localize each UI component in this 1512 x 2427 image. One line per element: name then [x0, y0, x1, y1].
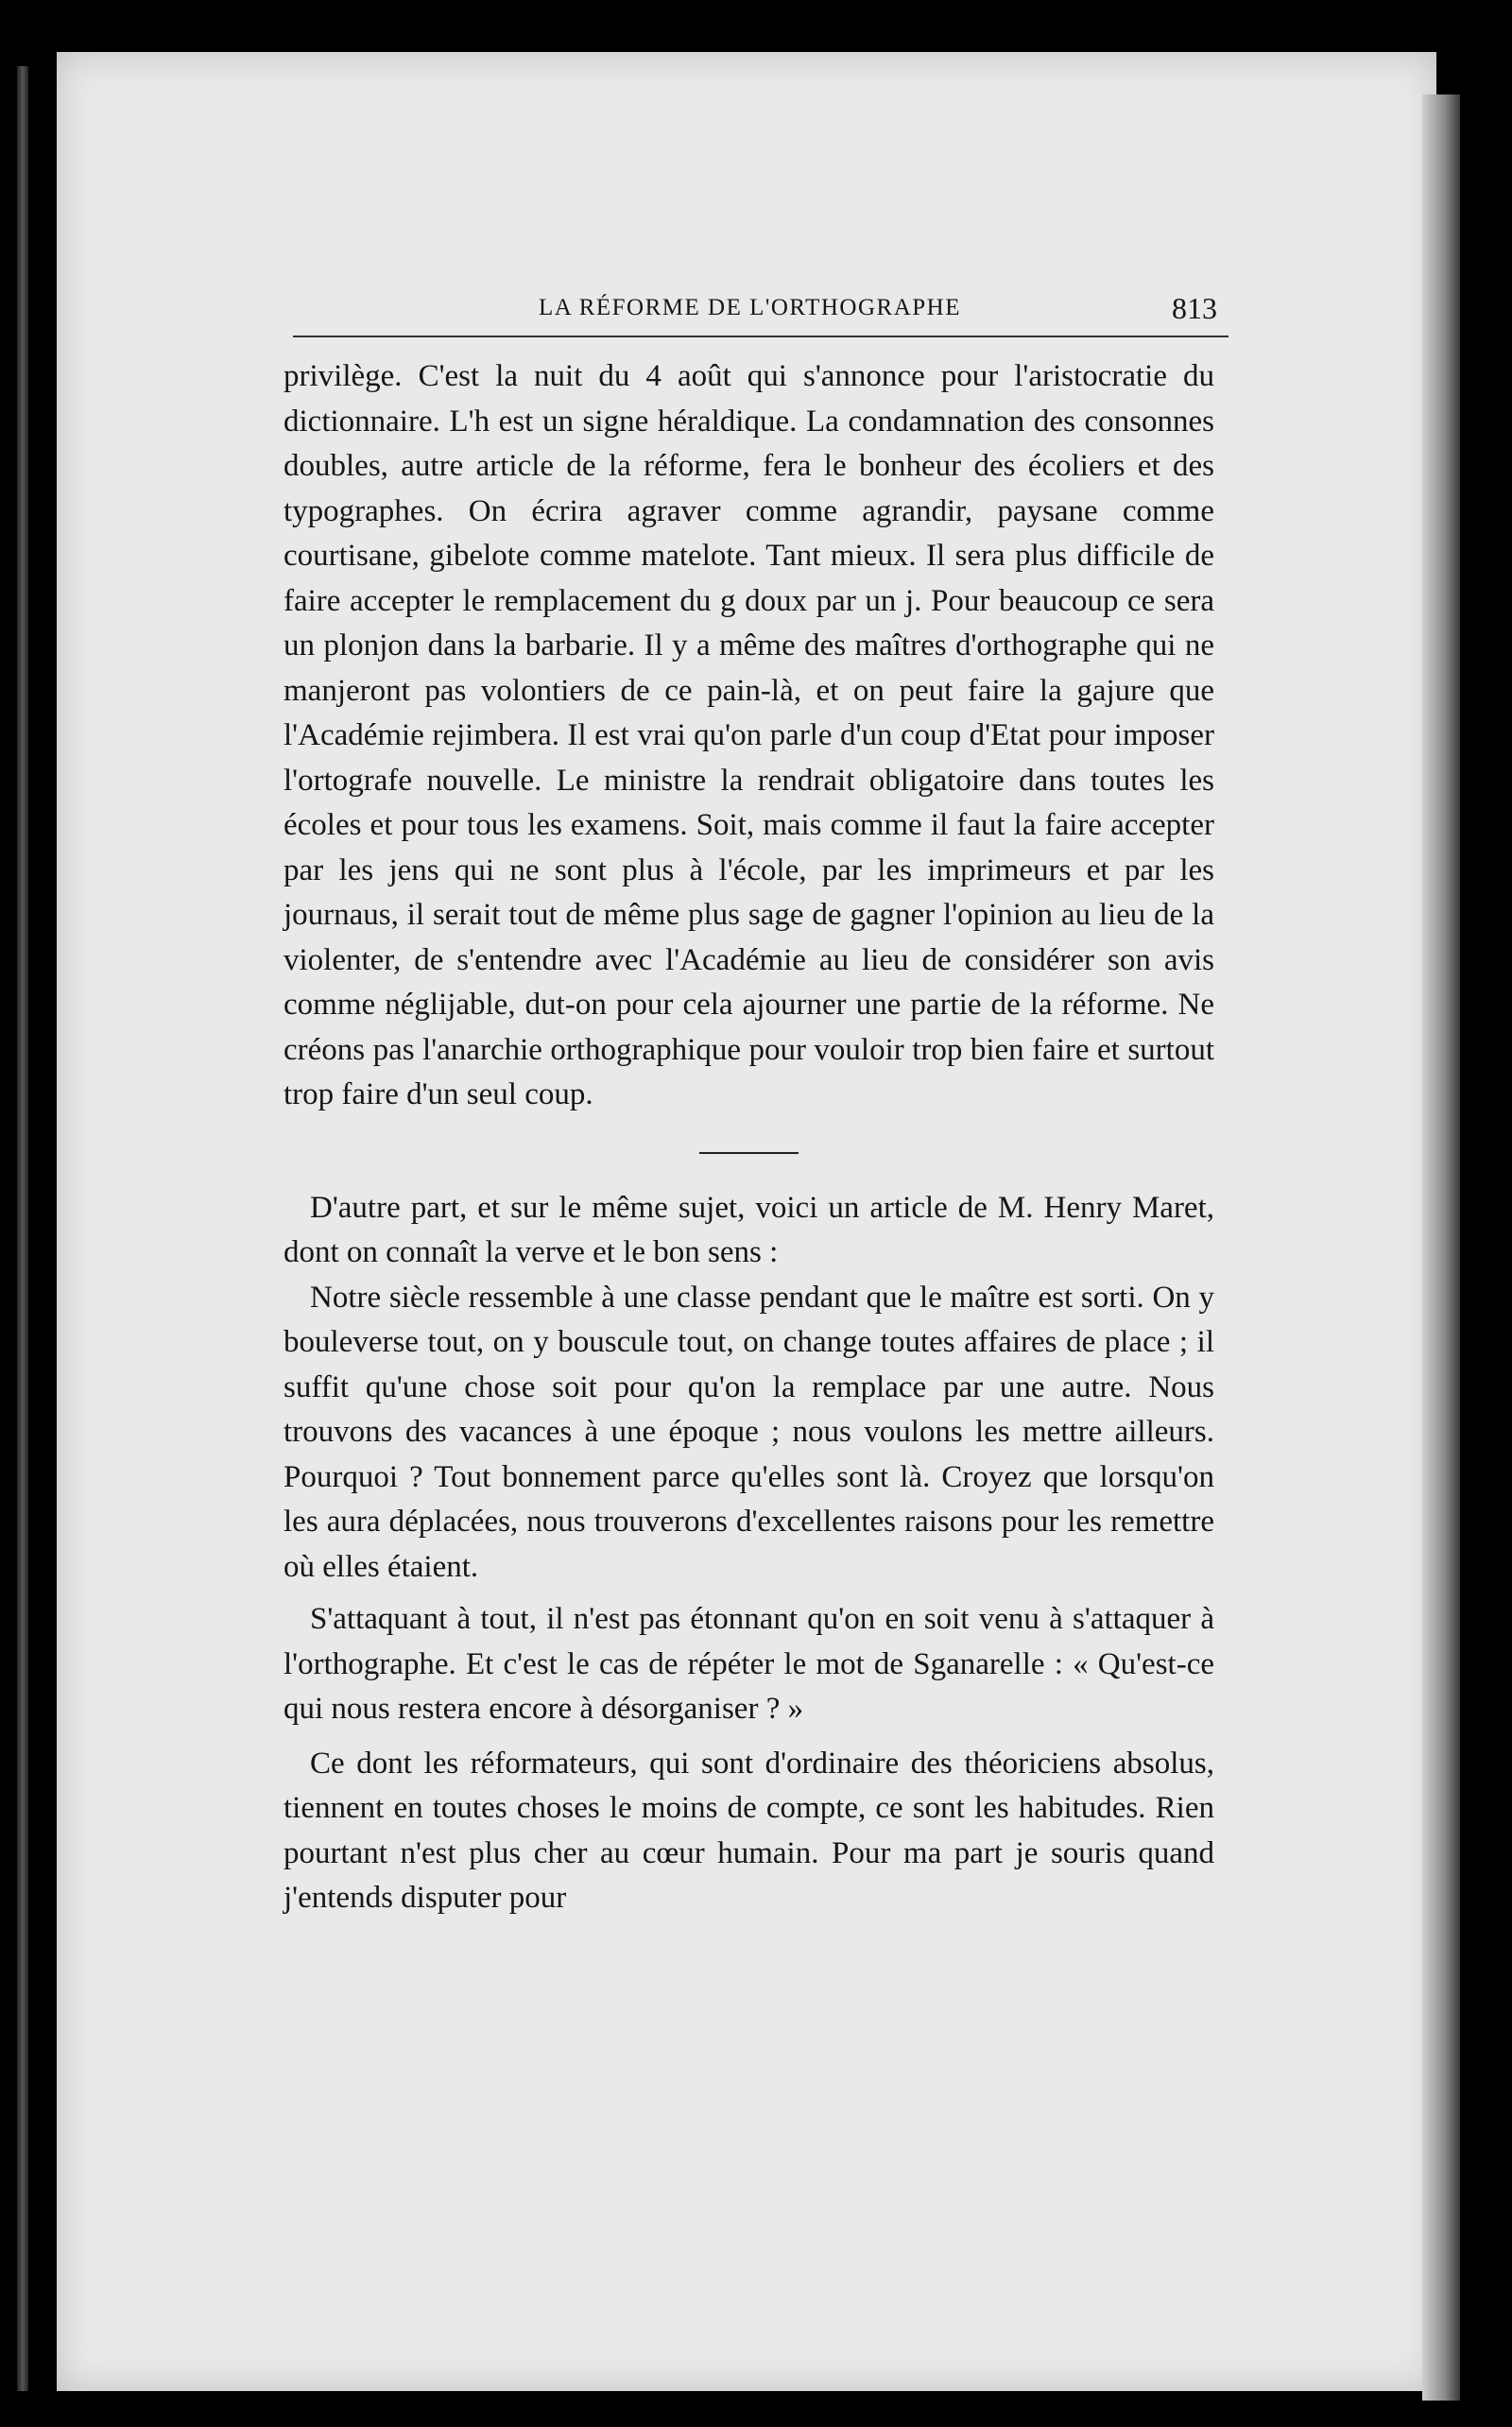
paragraph-2: D'autre part, et sur le même sujet, voici un article de M. Henry Maret, dont on connaît la verve et le bon sens : — [284, 1190, 1214, 1269]
running-title: LA RÉFORME DE L'ORTHOGRAPHE — [539, 295, 961, 320]
body-text — [284, 354, 1214, 1921]
paragraph-3: Notre siècle ressemble à une classe pendant que le maître est sorti. On y bouleverse tout, on y bouscule tout, on change toutes affaires de place ; il suffit qu'une chose soit pour qu'on la remplace par une autre. Nous trouvons des vacances à une époque ; nous voulons les mettre ailleurs. Pourquoi ? Tout bonnement parce qu'elles sont là. Croyez que lorsqu'on les aura déplacées, nous trouverons d'excellentes raisons pour les remettre où elles étaient. — [284, 1280, 1214, 1584]
paragraph-5: Ce dont les réformateurs, qui sont d'ordinaire des théoriciens absolus, tiennent en toutes choses le moins de compte, ce sont les habitudes. Rien pourtant n'est plus cher au cœur humain. Pour ma part je souris quand j'entends disputer pour — [284, 1746, 1214, 1915]
section-separator — [699, 1152, 799, 1154]
page-header — [293, 291, 1238, 329]
page-number: 813 — [1172, 291, 1217, 325]
adjacent-page-edge — [17, 66, 28, 2391]
paragraph-4: S'attaquant à tout, il n'est pas étonnant qu'on en soit venu à s'attaquer à l'orthographe. Et c'est le cas de répéter le mot de Sganarelle : « Qu'est-ce qui nous restera encore à désorganiser ? » — [284, 1602, 1214, 1726]
page-stack-edge — [1422, 95, 1460, 2401]
header-rule — [293, 336, 1228, 337]
paragraph-1: privilège. C'est la nuit du 4 août qui s'annonce pour l'aristocratie du dictionnaire. L'h est un signe héraldique. La condamnation des consonnes doubles, autre article de la réforme, fera le bonheur des écoliers et des typographes. On écrira agraver comme agrandir, paysane comme courtisane, gibelote comme matelote. Tant mieux. Il sera plus difficile de faire accepter le remplacement du g doux par un j. Pour beaucoup ce sera un plonjon dans la barbarie. Il y a même des maîtres d'orthographe qui ne manjeront pas volontiers de ce pain-là, et on peut faire la gajure que l'Académie rejimbera. Il est vrai qu'on parle d'un coup d'Etat pour imposer l'ortografe nouvelle. Le ministre la rendrait obligatoire dans toutes les écoles et pour tous les examens. Soit, mais comme il faut la faire accepter par les jens qui ne sont plus à l'école, par les imprimeurs et par les journaus, il serait tout de même plus sage de gagner l'opinion au lieu de la violenter, de s'entendre avec l'Académie au lieu de considérer son avis comme néglijable, dut-on pour cela ajourner une partie de la réforme. Ne créons pas l'anarchie orthographique pour vouloir trop bien faire et surtout trop faire d'un seul coup. — [284, 359, 1214, 1111]
